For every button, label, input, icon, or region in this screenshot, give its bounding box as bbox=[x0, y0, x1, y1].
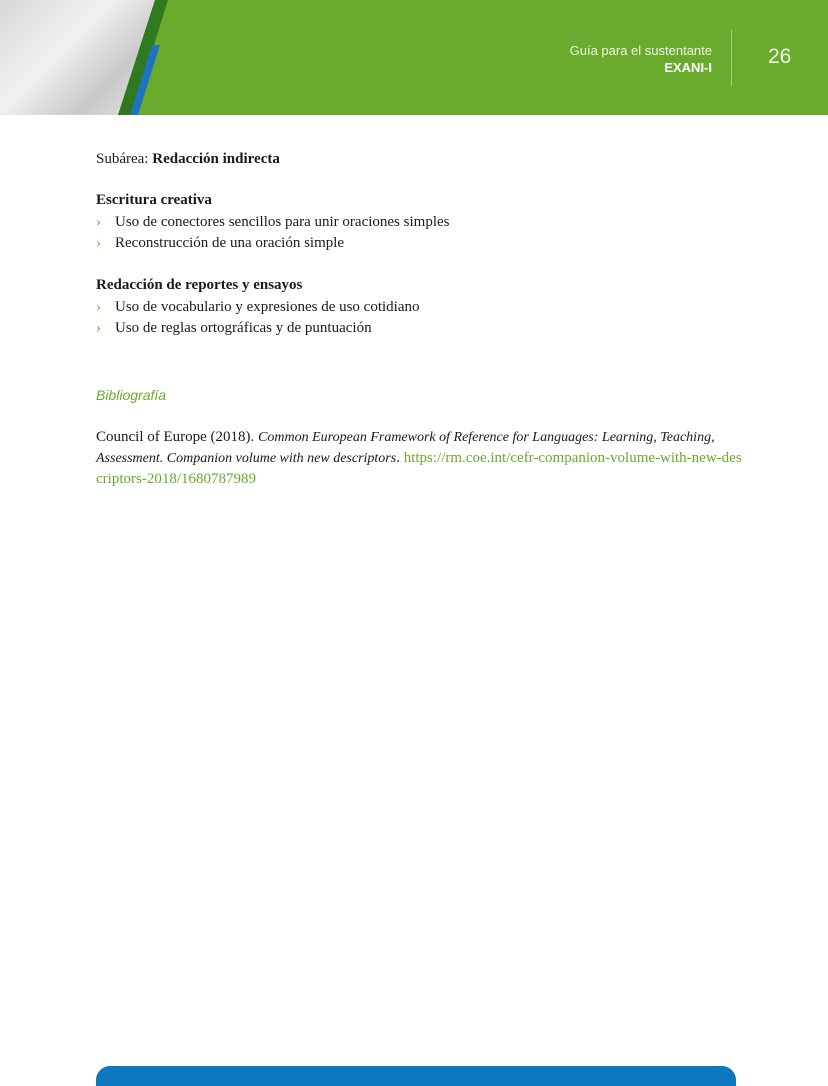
page-header bbox=[0, 0, 828, 115]
subarea bbox=[96, 151, 280, 168]
section-title: Redacción de reportes y ensayos bbox=[96, 277, 303, 293]
list-item-text: Uso de vocabulario y expresiones de uso cotidiano bbox=[115, 299, 420, 315]
citation-author: Council of Europe (2018). bbox=[96, 429, 255, 445]
header-divider bbox=[731, 30, 732, 86]
list-item-text: Uso de reglas ortográficas y de puntuación bbox=[115, 320, 372, 336]
list-item bbox=[96, 235, 344, 252]
guide-title: Guía para el sustentante bbox=[569, 43, 712, 58]
list-item bbox=[96, 214, 449, 231]
chevron-right-icon: › bbox=[96, 235, 101, 251]
page-number: 26 bbox=[768, 45, 792, 68]
list-item bbox=[96, 320, 372, 337]
list-item-text: Uso de conectores sencillos para unir oraciones simples bbox=[115, 214, 450, 230]
subarea-name: Redacción indirecta bbox=[152, 151, 280, 167]
chevron-right-icon: › bbox=[96, 214, 101, 230]
list-item-text: Reconstrucción de una oración simple bbox=[115, 235, 345, 251]
section-title: Escritura creativa bbox=[96, 192, 212, 208]
page-footer-bar bbox=[96, 1066, 736, 1086]
list-item bbox=[96, 299, 420, 316]
exam-name: EXANI-I bbox=[664, 60, 712, 75]
subarea-label: Subárea: bbox=[96, 151, 149, 167]
citation-title: Common European Framework of Reference for Languages: Learning, Teaching, Assessment. Companion volume with new descriptors bbox=[96, 430, 715, 466]
bibliography-heading: Bibliografía bbox=[96, 387, 167, 403]
citation: Council of Europe (2018). Common European Framework of Reference for Languages: Learning, Teaching, Assessment. Companion volume with new descriptors. https://rm.coe.int/cefr-companion-volume-with-new-descriptors-2018/1680787989 bbox=[96, 429, 742, 487]
citation-link[interactable]: https://rm.coe.int/cefr-companion-volume-with-new-descriptors-2018/1680787989 bbox=[96, 450, 742, 487]
chevron-right-icon: › bbox=[96, 299, 101, 315]
header-title bbox=[570, 42, 712, 76]
chevron-right-icon: › bbox=[96, 320, 101, 336]
